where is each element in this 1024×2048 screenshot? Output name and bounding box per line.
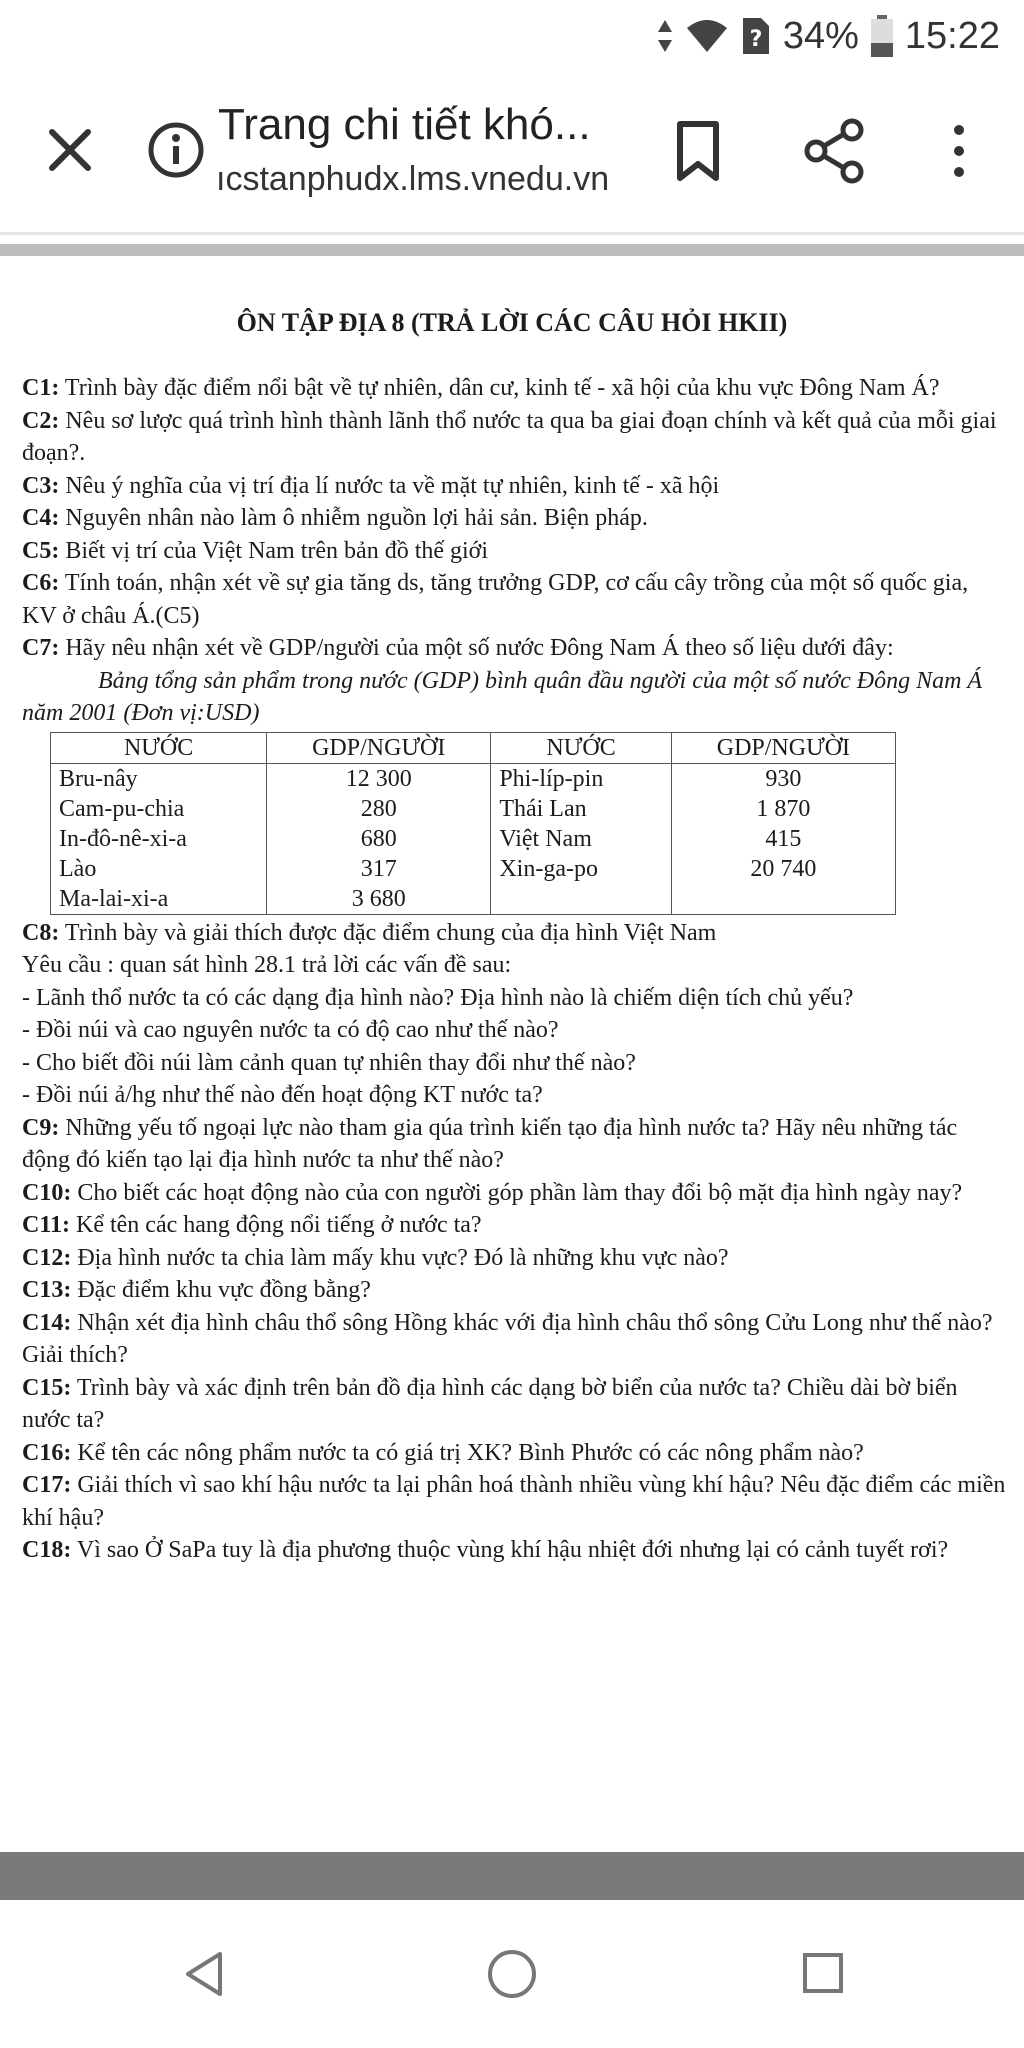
bookmark-button[interactable] [668, 116, 728, 186]
question-text: Biết vị trí của Việt Nam trên bản đồ thế giới [59, 537, 489, 564]
status-icons [657, 12, 1000, 60]
table-row [51, 794, 896, 824]
question-text: Trình bày và xác định trên bản đồ địa hình các dạng bờ biển của nước ta? Chiều dài bờ biển nước ta? [22, 1374, 958, 1433]
svg-text:?: ? [749, 27, 763, 52]
close-button[interactable] [40, 120, 100, 180]
c8-bullet: - Đồi núi ả/hg như thế nào đến hoạt động KT nước ta? [22, 1082, 543, 1108]
question-label: C1: [22, 375, 60, 401]
question-c3 [22, 470, 1006, 503]
question-label: C17: [22, 1472, 72, 1498]
question-text: Nêu ý nghĩa của vị trí địa lí nước ta về mặt tự nhiên, kinh tế - xã hội [59, 472, 720, 499]
question-label: C5: [22, 537, 60, 564]
question-c1 [22, 372, 1006, 405]
table-cell: Thái Lan [491, 794, 671, 824]
c8-bullet: - Lãnh thổ nước ta có các dạng địa hình nào? Địa hình nào là chiếm diện tích chủ yếu? [22, 984, 854, 1011]
table-cell: 20 740 [671, 854, 895, 884]
status-bar [0, 0, 1024, 72]
table-cell: In-đô-nê-xi-a [51, 824, 267, 854]
table-row [51, 854, 896, 884]
question-label: C6: [22, 570, 60, 596]
question-text: Đặc điểm khu vực đồng bằng? [71, 1277, 371, 1303]
table-cell: Phi-líp-pin [491, 763, 671, 794]
question-label: C8: [22, 919, 60, 946]
question-text: Cho biết các hoạt động nào của con người góp phần làm thay đổi bộ mặt địa hình ngày nay? [71, 1179, 963, 1206]
more-vert-icon [944, 116, 974, 186]
question-c8 [22, 917, 1006, 950]
question-c10 [22, 1177, 1006, 1210]
clock: 15:22 [904, 14, 1000, 57]
question-label: C14: [22, 1309, 72, 1336]
question-label: C15: [22, 1374, 72, 1401]
question-text: Tính toán, nhận xét về sự gia tăng ds, tăng trưởng GDP, cơ cấu cây trồng của một số quốc gia, KV ở châu Á.(C5) [22, 570, 969, 629]
info-icon [146, 120, 206, 180]
question-label: C10: [22, 1179, 72, 1206]
question-c11 [22, 1209, 1006, 1242]
back-triangle-icon [180, 1948, 230, 2000]
question-label: C3: [22, 472, 60, 499]
question-label: C11: [22, 1212, 70, 1238]
table-cell: 12 300 [267, 763, 491, 794]
question-c12 [22, 1242, 1006, 1275]
home-button[interactable] [484, 1946, 540, 2002]
table-cell: Việt Nam [491, 824, 671, 854]
table-cell: Bru-nây [51, 763, 267, 794]
question-text: Trình bày và giải thích được đặc điểm chung của địa hình Việt Nam [59, 919, 717, 946]
back-button[interactable] [180, 1948, 230, 2000]
recents-button[interactable] [798, 1948, 848, 1998]
col-header: NƯỚC [51, 732, 267, 763]
document-title: ÔN TẬP ĐỊA 8 (TRẢ LỜI CÁC CÂU HỎI HKII) [236, 308, 788, 337]
close-icon [40, 120, 100, 180]
question-text: Kể tên các hang động nổi tiếng ở nước ta? [70, 1212, 482, 1238]
table-row [51, 824, 896, 854]
bookmark-icon [668, 116, 728, 186]
question-c6 [22, 567, 1006, 632]
question-label: C9: [22, 1114, 60, 1141]
document-bottom-border [0, 1852, 1024, 1900]
table-caption-text: Bảng tổng sản phẩm trong nước (GDP) bình quân đầu người của một số nước Đông Nam Á năm 2001 (Đơn vị:USD) [22, 667, 983, 726]
table-cell: 317 [267, 854, 491, 884]
table-header-row [51, 732, 896, 763]
question-label: C13: [22, 1277, 72, 1303]
table-cell: Ma-lai-xi-a [51, 884, 267, 915]
question-c15 [22, 1372, 1006, 1437]
sync-arrows-icon [657, 18, 673, 54]
home-circle-icon [484, 1946, 540, 2002]
question-text: Giải thích vì sao khí hậu nước ta lại phân hoá thành nhiều vùng khí hậu? Nêu đặc điểm các miền khí hậu? [22, 1472, 1006, 1531]
question-list [22, 372, 1006, 1567]
question-c18 [22, 1534, 1006, 1567]
table-cell [491, 884, 671, 915]
table-row [51, 763, 896, 794]
table-cell: 3 680 [267, 884, 491, 915]
system-nav-bar [0, 1900, 1024, 2048]
recents-square-icon [798, 1948, 848, 1998]
c8-requirement: Yêu cầu : quan sát hình 28.1 trả lời các vấn đề sau: [22, 952, 512, 978]
document-top-border [0, 244, 1024, 256]
gdp-table [50, 732, 896, 915]
share-button[interactable] [800, 116, 870, 186]
document-page [0, 256, 1024, 1852]
page-title: Trang chi tiết khó... [218, 100, 591, 149]
battery-icon [871, 15, 893, 57]
question-text: Nguyên nhân nào làm ô nhiễm nguồn lợi hải sản. Biện pháp. [59, 505, 648, 531]
table-cell: 415 [671, 824, 895, 854]
question-text: Vì sao Ở SaPa tuy là địa phương thuộc vùng khí hậu nhiệt đới nhưng lại có cảnh tuyết rơi? [71, 1537, 949, 1563]
browser-toolbar [0, 72, 1024, 232]
question-c5 [22, 535, 1006, 568]
question-label: C12: [22, 1244, 72, 1271]
question-text: Trình bày đặc điểm nổi bật về tự nhiên, dân cư, kinh tế - xã hội của khu vực Đông Nam Á? [59, 375, 940, 401]
table-cell: 1 870 [671, 794, 895, 824]
question-c17 [22, 1469, 1006, 1534]
c8-bullet: - Đồi núi và cao nguyên nước ta có độ cao như thế nào? [22, 1017, 559, 1043]
table-cell [671, 884, 895, 915]
question-label: C4: [22, 505, 60, 531]
question-label: C18: [22, 1537, 72, 1563]
table-cell: 930 [671, 763, 895, 794]
question-c14 [22, 1307, 1006, 1372]
table-cell: Xin-ga-po [491, 854, 671, 884]
battery-percent: 34% [782, 14, 859, 57]
question-text: Những yếu tố ngoại lực nào tham gia qúa trình kiến tạo địa hình nước ta? Hãy nêu những tác động đó kiến tạo lại địa hình nước ta như thế nào? [22, 1114, 958, 1173]
question-text: Địa hình nước ta chia làm mấy khu vực? Đó là những khu vực nào? [71, 1244, 729, 1271]
question-c13 [22, 1274, 1006, 1307]
table-cell: Cam-pu-chia [51, 794, 267, 824]
question-c4 [22, 502, 1006, 535]
toolbar-divider [0, 232, 1024, 235]
question-label: C16: [22, 1439, 72, 1466]
col-header: GDP/NGƯỜI [267, 732, 491, 763]
table-row [51, 884, 896, 915]
col-header: NƯỚC [491, 732, 671, 763]
question-c2 [22, 405, 1006, 470]
table-cell: Lào [51, 854, 267, 884]
table-cell: 680 [267, 824, 491, 854]
question-c16 [22, 1437, 1006, 1470]
question-label: C2: [22, 407, 60, 434]
more-options-button[interactable] [944, 116, 974, 186]
c8-bullet: - Cho biết đồi núi làm cảnh quan tự nhiên thay đổi như thế nào? [22, 1049, 636, 1076]
question-text: Hãy nêu nhận xét về GDP/người của một số nước Đông Nam Á theo số liệu dưới đây: [59, 635, 894, 661]
share-icon [800, 116, 870, 186]
table-cell: 280 [267, 794, 491, 824]
wifi-icon [685, 18, 729, 54]
col-header: GDP/NGƯỜI [671, 732, 895, 763]
question-c7 [22, 632, 1006, 665]
question-label: C7: [22, 635, 60, 661]
question-text: Nêu sơ lược quá trình hình thành lãnh thổ nước ta qua ba giai đoạn chính và kết quả của mỗi giai đoạn?. [22, 407, 997, 466]
sim-unknown-icon [741, 16, 771, 56]
question-text: Nhận xét địa hình châu thổ sông Hồng khác với địa hình châu thổ sông Cửu Long như thế nào? Giải thích? [22, 1309, 993, 1368]
question-c9 [22, 1112, 1006, 1177]
question-text: Kể tên các nông phẩm nước ta có giá trị XK? Bình Phước có các nông phẩm nào? [71, 1439, 864, 1466]
page-url[interactable]: ıcstanphudx.lms.vnedu.vn [216, 160, 610, 198]
site-info-button[interactable] [146, 120, 206, 180]
table-caption [22, 665, 1006, 730]
